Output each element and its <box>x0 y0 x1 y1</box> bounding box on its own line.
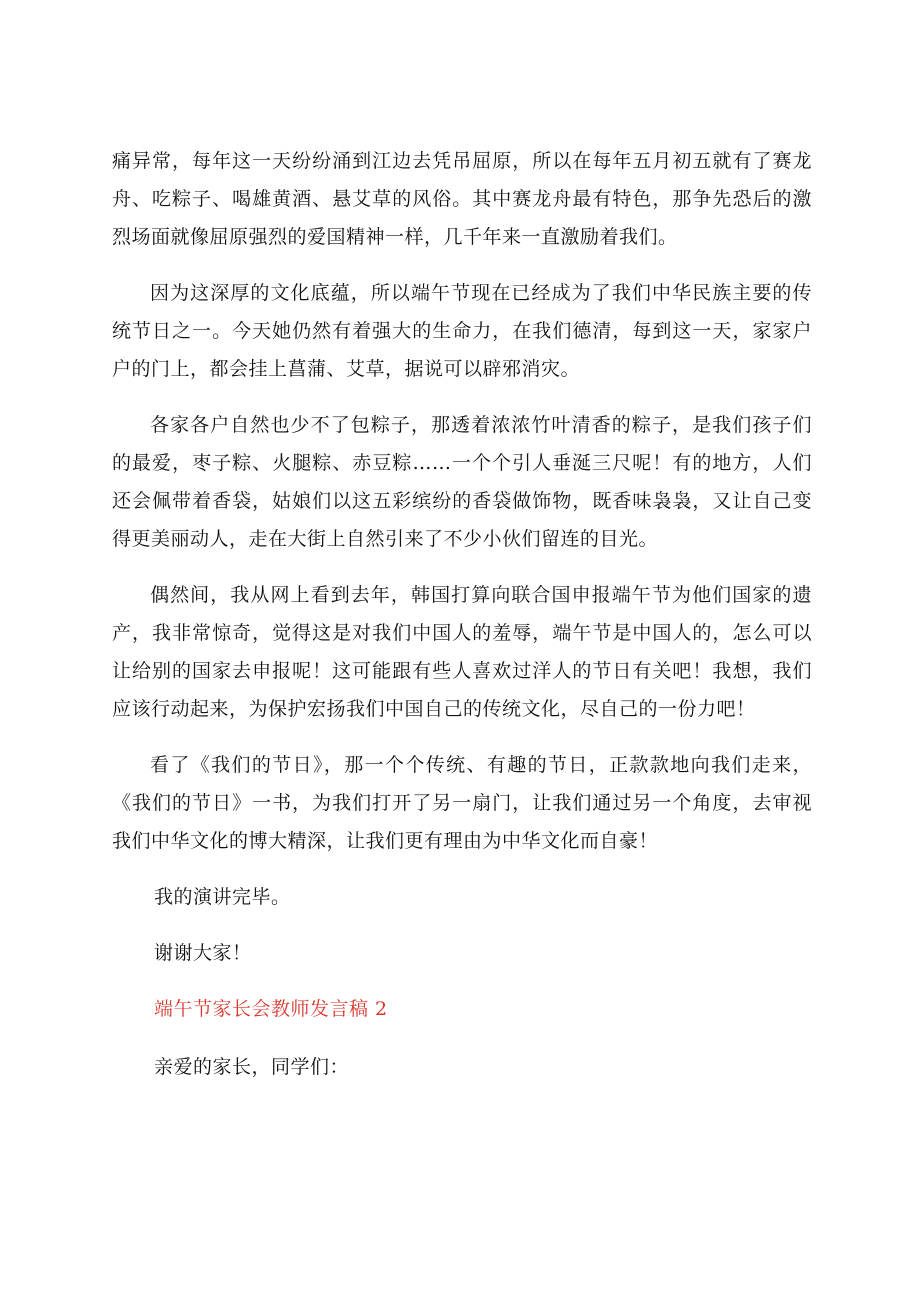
paragraph-continuation: 痛异常，每年这一天纷纷涌到江边去凭吊屈原，所以在每年五月初五就有了赛龙舟、吃粽子、喝雄黄酒、悬艾草的风俗。其中赛龙舟最有特色，那争先恐后的激烈场面就像屈原强烈的爱国精神一样，几千年来一直激励着我们。 <box>112 150 812 248</box>
paragraph-our-festivals: 看了《我们的节日》，那一个个传统、有趣的节日，正款款地向我们走来，《我们的节日》一书，为我们打开了另一扇门，让我们通过另一个角度，去审视我们中华文化的博大精深，让我们更有理由为中华文化而自豪！ <box>112 754 812 852</box>
section-heading: 端午节家长会教师发言稿 2 <box>154 998 388 1020</box>
paragraph-cultural-heritage: 因为这深厚的文化底蕴，所以端午节现在已经成为了我们中华民族主要的传统节日之一。今天她仍然有着强大的生命力，在我们德清，每到这一天，家家户户的门上，都会挂上菖蒲、艾草，据说可以辟邪消灾。 <box>112 282 812 380</box>
paragraph-thanks: 谢谢大家！ <box>154 942 252 964</box>
document-body <box>112 142 812 1104</box>
paragraph-heritage-claim: 偶然间，我从网上看到去年，韩国打算向联合国申报端午节为他们国家的遗产，我非常惊奇，觉得这是对我们中国人的羞辱，端午节是中国人的，怎么可以让给别的国家去申报呢！这可能跟有些人喜欢过洋人的节日有关吧！我想，我们应该行动起来，为保护宏扬我们中国自己的传统文化，尽自己的一份力吧！ <box>112 584 812 720</box>
paragraph-speech-end: 我的演讲完毕。 <box>154 886 291 908</box>
salutation: 亲爱的家长，同学们： <box>154 1056 350 1078</box>
paragraph-zongzi: 各家各户自然也少不了包粽子，那透着浓浓竹叶清香的粽子，是我们孩子们的最爱，枣子粽、火腿粽、赤豆粽……一个个引人垂涎三尺呢！有的地方，人们还会佩带着香袋，姑娘们以这五彩缤纷的香袋做饰物，既香味袅袅，又让自己变得更美丽动人，走在大街上自然引来了不少小伙们留连的目光。 <box>112 414 812 550</box>
